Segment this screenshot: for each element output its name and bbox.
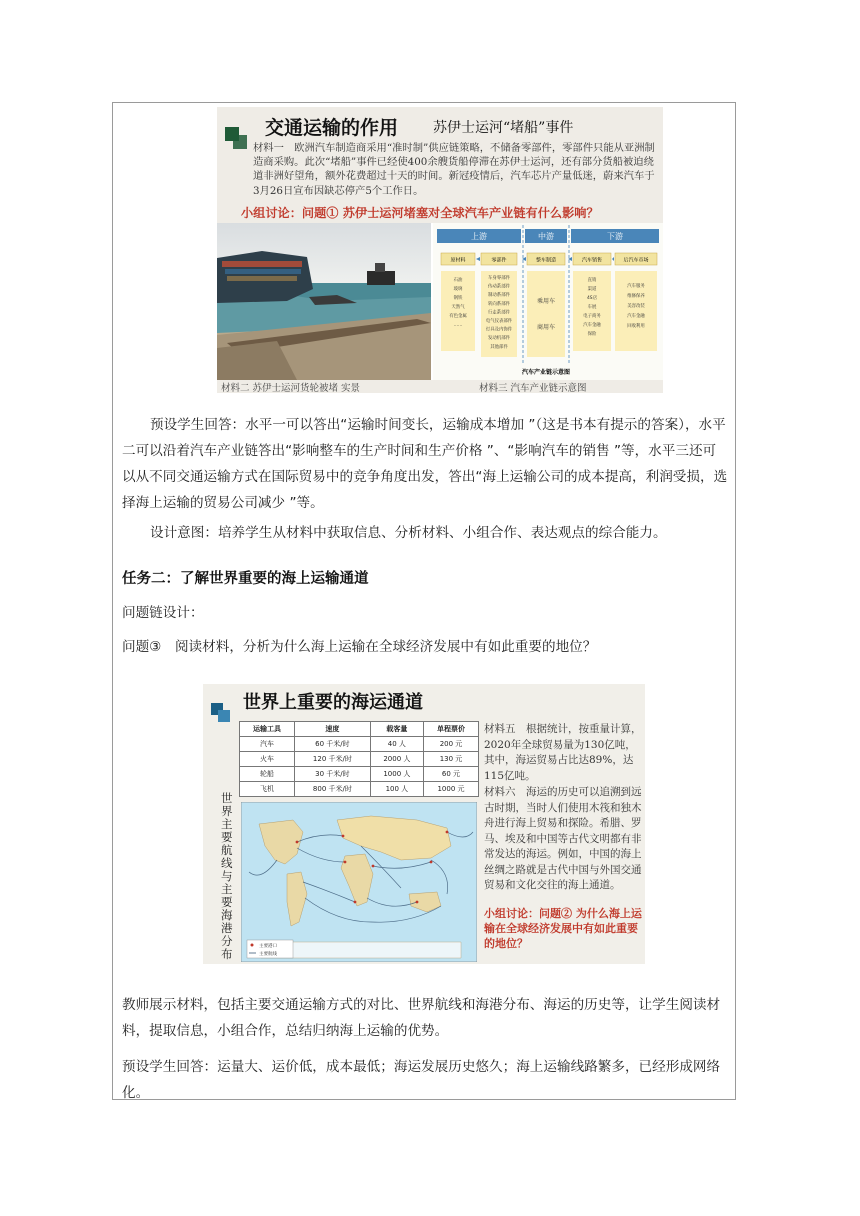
blocked-ship-photo bbox=[217, 223, 431, 380]
table-cell: 100 人 bbox=[370, 782, 423, 797]
chain-list-item: 美容改装 bbox=[627, 304, 645, 309]
stage-upstream: 上游 bbox=[471, 232, 487, 241]
table-cell: 40 人 bbox=[370, 737, 423, 752]
preset-answer-2-paragraph: 预设学生回答：运量大、运价低，成本最低；海运发展历史悠久；海上运输线路繁多，已经形成网络化。 bbox=[122, 1059, 721, 1101]
material-5-text: 材料五 根据统计，按重量计算，2020年全球贸易量为130亿吨，其中，海运贸易占比达89%，达115亿吨。 bbox=[484, 723, 642, 782]
table-header-cell: 单程票价 bbox=[423, 722, 478, 737]
chain-list-item: 渠道 bbox=[587, 287, 597, 292]
table-cell: 800 千米/时 bbox=[295, 782, 371, 797]
figure-header-panel bbox=[217, 107, 663, 223]
chain-list-item: 汽车金融 bbox=[583, 323, 601, 328]
table-cell: 2000 人 bbox=[370, 752, 423, 767]
chain-list-item: 石油 bbox=[453, 278, 463, 283]
chain-list-item: 传动系部件 bbox=[488, 284, 510, 290]
table-row bbox=[240, 752, 479, 767]
box-parts: 零部件 bbox=[491, 257, 507, 264]
design-intent-paragraph: 设计意图：培养学生从材料中获取信息、分析材料、小组合作、表达观点的综合能力。 bbox=[150, 525, 667, 541]
table-cell: 1000 人 bbox=[370, 767, 423, 782]
teacher-activity-paragraph: 教师展示材料，包括主要交通运输方式的对比、世界航线和海港分布、海运的历史等，让学生阅读材料，提取信息，小组合作，总结归纳海上运输的优势。 bbox=[122, 997, 721, 1039]
material-6-text: 材料六 海运的历史可以追溯到远古时期，当时人们使用木筏和独木舟进行海上贸易和探险。希腊、罗马、埃及和中国等古代文明都有非常发达的海运。例如，中国的海上丝绸之路就是古代中国与外国交通贸易和文化交往的海上通道。 bbox=[484, 786, 642, 891]
table-cell: 飞机 bbox=[240, 782, 295, 797]
table-cell: 200 元 bbox=[423, 737, 478, 752]
chain-list-item: …… bbox=[453, 323, 463, 328]
table-cell: 30 千米/时 bbox=[295, 767, 371, 782]
chain-list-item: 制动系部件 bbox=[488, 293, 510, 299]
question-3-text: 问题③ 阅读材料，分析为什么海上运输在全球经济发展中有如此重要的地位？ bbox=[122, 639, 597, 655]
table-cell: 60 元 bbox=[423, 767, 478, 782]
suez-canal-figure bbox=[217, 107, 663, 393]
figure-title: 世界上重要的海运通道 bbox=[243, 692, 423, 713]
legend-ports: 主要港口 bbox=[259, 944, 277, 949]
auto-industry-chain-diagram bbox=[433, 223, 663, 380]
stage-downstream: 下游 bbox=[607, 232, 623, 241]
chain-list-item: 商用车 bbox=[536, 324, 556, 331]
table-cell: 火车 bbox=[240, 752, 295, 767]
question-chain-label: 问题链设计： bbox=[122, 605, 204, 621]
chain-list-item: 钢铁 bbox=[453, 296, 463, 301]
transport-comparison-table bbox=[239, 721, 479, 797]
map-vertical-label: 世界主要航线与主要海港分布 bbox=[221, 791, 233, 961]
table-cell: 120 千米/时 bbox=[295, 752, 371, 767]
chain-list-item: 电气仪表部件 bbox=[485, 319, 513, 324]
chain-list-item: 保险 bbox=[587, 332, 597, 337]
chain-list-item: 直销 bbox=[587, 278, 597, 283]
chain-list-item: 有色金属 bbox=[449, 314, 467, 319]
chain-list-item: 发动机部件 bbox=[488, 336, 510, 342]
table-row bbox=[240, 767, 479, 782]
box-aftermarket: 后汽车市场 bbox=[623, 257, 649, 264]
figure1-caption-bar bbox=[217, 380, 663, 393]
chain-list-item: 车身零部件 bbox=[488, 276, 510, 281]
task-2-heading: 任务二：了解世界重要的海上运输通道 bbox=[122, 571, 369, 587]
sea-routes-figure bbox=[203, 684, 645, 964]
stage-midstream: 中游 bbox=[538, 232, 554, 241]
table-cell: 60 千米/时 bbox=[295, 737, 371, 752]
table-header-cell: 载客量 bbox=[370, 722, 423, 737]
table-header-row bbox=[240, 722, 479, 737]
figure-title: 交通运输的作用 bbox=[265, 117, 399, 139]
title-square-icon-2 bbox=[218, 710, 230, 722]
box-car-sales: 汽车销售 bbox=[581, 257, 603, 264]
chain-list-item: 乘用车 bbox=[536, 298, 556, 305]
table-header-cell: 运输工具 bbox=[240, 722, 295, 737]
chain-list-item: 电子商务 bbox=[583, 314, 601, 319]
chain-list-item: 天然气 bbox=[451, 305, 465, 310]
table-header-cell: 速度 bbox=[295, 722, 371, 737]
preset-answer-paragraph: 预设学生回答：水平一可以答出“运输时间变长，运输成本增加 ”（这是书本有提示的答案），水平二可以沿着汽车产业链答出“影响整车的生产时间和生产价格 ”、“影响汽车的销售 ”等，水平三还可以从不同交通运输方式在国际贸易中的竞争角度出发，答出“海上运输公司的成本提高，利润受损，选择海上运输的贸易公司减少 ”等。 bbox=[122, 417, 728, 511]
world-sea-routes-map bbox=[241, 802, 477, 962]
chain-list-item: 汽车服务 bbox=[627, 284, 645, 289]
table-row bbox=[240, 782, 479, 797]
discussion-question-1: 小组讨论：问题① 苏伊士运河堵塞对全球汽车产业链有什么影响？ bbox=[241, 206, 599, 220]
material-1-text: 材料一 欧洲汽车制造商采用“准时制”供应链策略，不储备零部件，零部件只能从亚洲制造商采购。此次“堵船”事件已经使400余艘货船停滞在苏伊士运河，还有部分货船被迫绕道非洲好望角，额外花费超过十天的时间。新冠疫情后，汽车芯片产量低迷，蔚来汽车于3月26日宣布因缺芯停产5个工作日。 bbox=[253, 142, 655, 197]
chain-list-item: 玻璃 bbox=[453, 287, 463, 292]
chain-list-item: 行走系部件 bbox=[488, 310, 510, 316]
table-cell: 1000 元 bbox=[423, 782, 478, 797]
legend-routes: 主要航线 bbox=[259, 952, 277, 957]
figure-subtitle: 苏伊士运河“堵船”事件 bbox=[433, 120, 574, 136]
title-square-icon-2 bbox=[233, 135, 247, 149]
table-row bbox=[240, 737, 479, 752]
chain-list-item: 汽车金融 bbox=[627, 314, 645, 319]
box-raw-material: 原材料 bbox=[450, 257, 466, 264]
caption-material-3: 材料三 汽车产业链示意图 bbox=[479, 383, 587, 393]
chain-list-item: 回收利用 bbox=[627, 324, 645, 329]
chain-list-item: 其他部件 bbox=[490, 344, 508, 350]
box-vehicle-manufacturing: 整车制造 bbox=[535, 257, 557, 264]
chain-list-item: 转向系部件 bbox=[488, 301, 510, 307]
table-cell: 130 元 bbox=[423, 752, 478, 767]
table-cell: 轮船 bbox=[240, 767, 295, 782]
chain-list-item: 车展 bbox=[587, 305, 597, 310]
chain-list-item: 4S店 bbox=[587, 296, 597, 301]
discussion-question-2: 小组讨论：问题② 为什么海上运输在全球经济发展中有如此重要的地位？ bbox=[484, 907, 642, 950]
chain-list-item: 灯具及内饰件 bbox=[485, 327, 513, 333]
chain-list-item: 维修保养 bbox=[627, 294, 645, 299]
caption-material-2: 材料二 苏伊士运河货轮被堵 实景 bbox=[221, 383, 361, 393]
table-cell: 汽车 bbox=[240, 737, 295, 752]
chain-diagram-caption: 汽车产业链示意图 bbox=[521, 369, 571, 376]
